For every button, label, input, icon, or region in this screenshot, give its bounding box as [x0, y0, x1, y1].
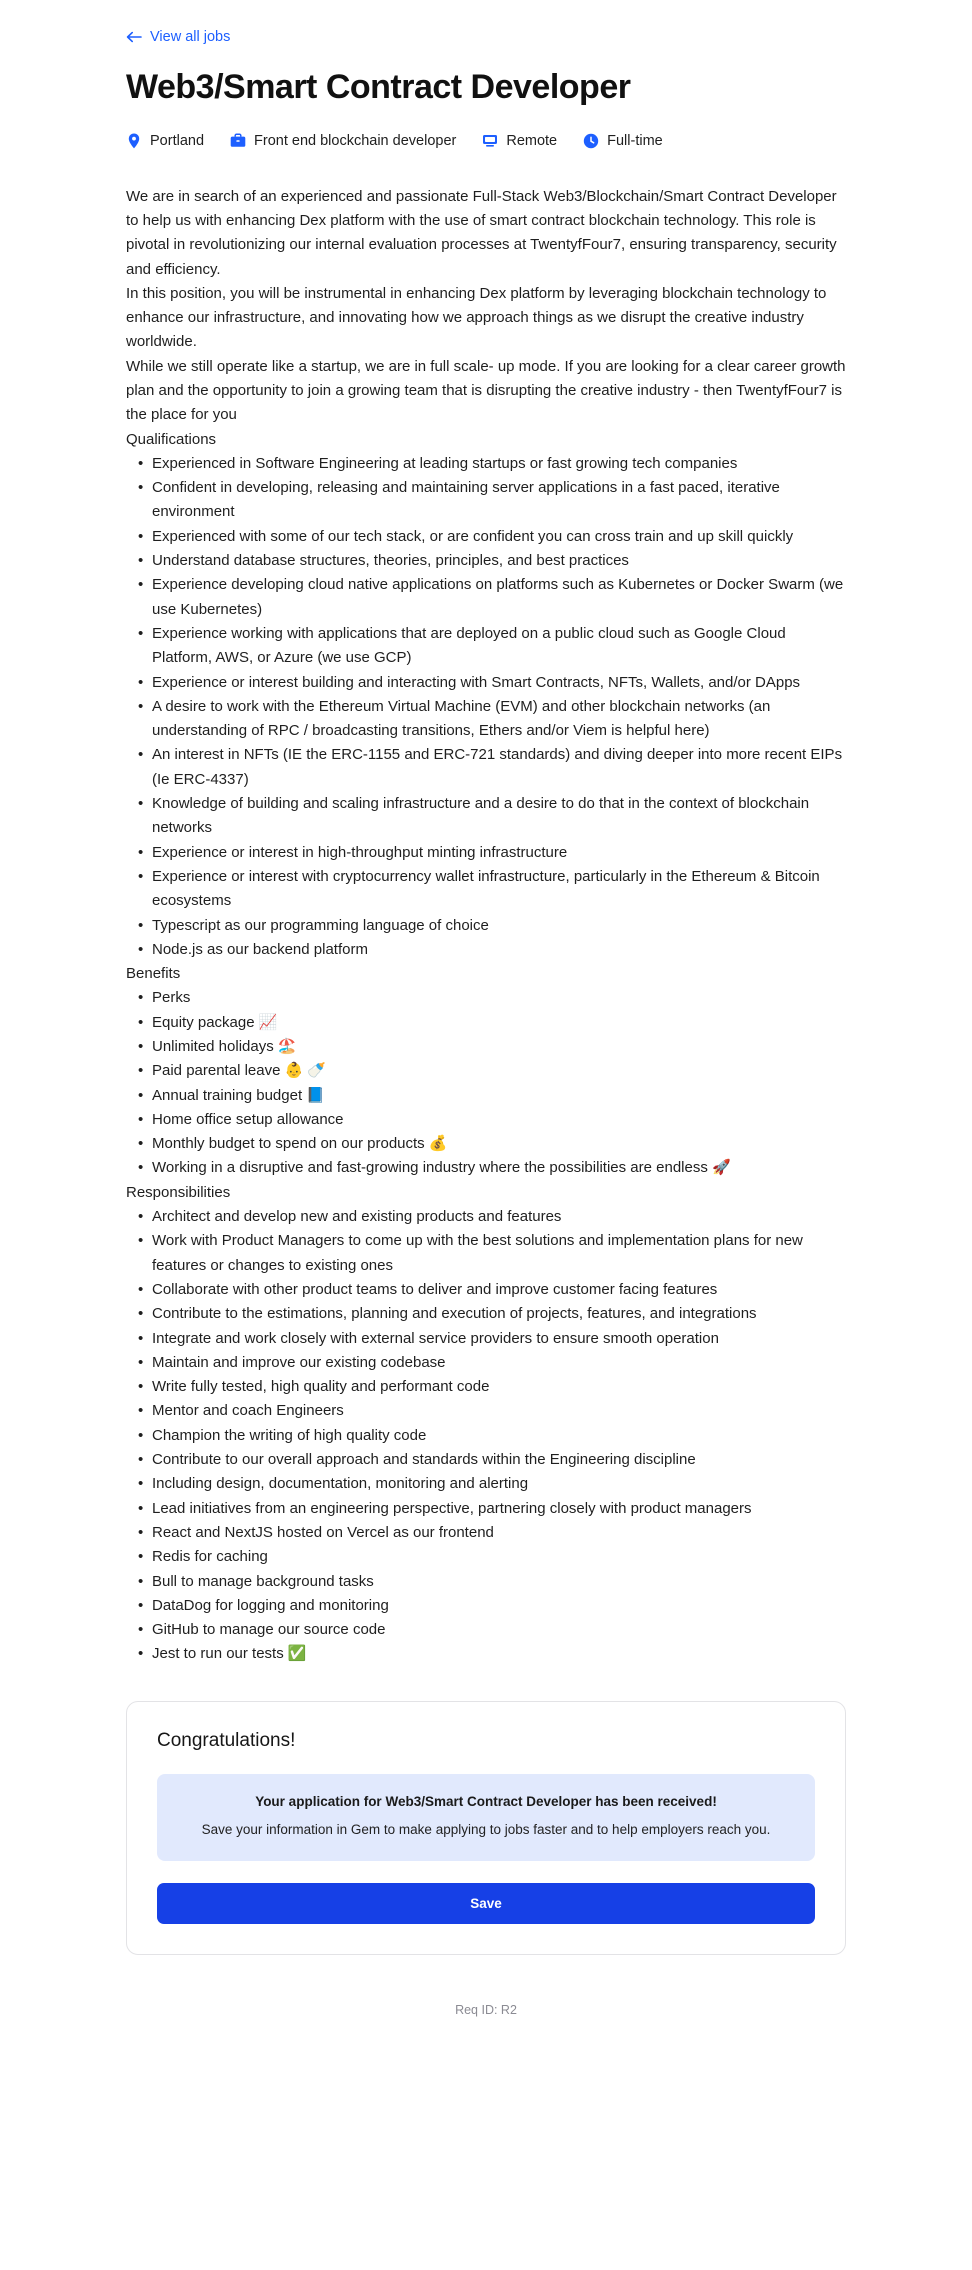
- list-item: • Maintain and improve our existing codebase: [126, 1351, 846, 1375]
- list-item: • Champion the writing of high quality code: [126, 1424, 846, 1448]
- list-item: • Lead initiatives from an engineering perspective, partnering closely with product managers: [126, 1497, 846, 1521]
- list-item: • Annual training budget 📘: [126, 1084, 846, 1108]
- list-item: • Node.js as our backend platform: [126, 938, 846, 962]
- save-button[interactable]: Save: [157, 1883, 815, 1924]
- qualifications-list: [126, 452, 846, 962]
- view-all-jobs-link[interactable]: [126, 30, 230, 45]
- remote-work-icon: [482, 133, 498, 149]
- job-meta-employment-type: [583, 133, 663, 149]
- job-meta-location-label: Portland: [150, 132, 205, 149]
- list-item: • Understand database structures, theories, principles, and best practices: [126, 549, 846, 573]
- list-item: • Equity package 📈: [126, 1011, 846, 1035]
- list-item: • Experienced in Software Engineering at leading startups or fast growing tech companies: [126, 452, 846, 476]
- list-item: • Paid parental leave 👶 🍼: [126, 1059, 846, 1083]
- confirmation-notice: [157, 1774, 815, 1861]
- page-title: Web3/Smart Contract Developer: [126, 67, 631, 106]
- confirmation-notice-strong: Your application for Web3/Smart Contract Developer has been received!: [255, 1793, 717, 1809]
- list-item: • Collaborate with other product teams to deliver and improve customer facing features: [126, 1278, 846, 1302]
- list-item: • Working in a disruptive and fast-growing industry where the possibilities are endless 🚀: [126, 1156, 846, 1180]
- list-item: • Contribute to the estimations, planning and execution of projects, features, and integrations: [126, 1302, 846, 1326]
- section-heading-benefits: Benefits: [126, 965, 181, 983]
- list-item: • Experienced with some of our tech stack, or are confident you can cross train and up skill quickly: [126, 525, 846, 549]
- view-all-jobs-label: View all jobs: [150, 29, 231, 45]
- location-pin-icon: [126, 133, 142, 149]
- arrow-left-icon: [126, 30, 142, 44]
- list-item: • Contribute to our overall approach and standards within the Engineering discipline: [126, 1448, 846, 1472]
- list-item: • Knowledge of building and scaling infrastructure and a desire to do that in the context of blockchain networks: [126, 792, 846, 841]
- job-meta-remote: [482, 133, 557, 149]
- list-item: • Experience working with applications that are deployed on a public cloud such as Google Cloud Platform, AWS, or Azure (we use GCP): [126, 622, 846, 671]
- list-item: • Mentor and coach Engineers: [126, 1399, 846, 1423]
- list-item: • Home office setup allowance: [126, 1108, 846, 1132]
- list-item: • Experience developing cloud native applications on platforms such as Kubernetes or Docker Swarm (we use Kubernetes): [126, 573, 846, 622]
- list-item: • React and NextJS hosted on Vercel as our frontend: [126, 1521, 846, 1545]
- job-meta-employment-type-label: Full-time: [607, 132, 663, 149]
- description-paragraph: In this position, you will be instrumental in enhancing Dex platform by leveraging blockchain technology to enhance our infrastructure, and innovating how we approach things as we disrupt the creative industry worldwide.: [126, 284, 827, 351]
- job-meta-role: [230, 133, 456, 149]
- job-meta-location: [126, 133, 204, 149]
- list-item: • Experience or interest with cryptocurrency wallet infrastructure, particularly in the Ethereum & Bitcoin ecosystems: [126, 865, 846, 914]
- list-item: • A desire to work with the Ethereum Virtual Machine (EVM) and other blockchain networks (an understanding of RPC / broadcasting transitions, Ethers and/or Viem is helpful here): [126, 695, 846, 744]
- application-confirmation-card: [126, 1701, 846, 1955]
- list-item: • DataDog for logging and monitoring: [126, 1594, 846, 1618]
- list-item: • Integrate and work closely with external service providers to ensure smooth operation: [126, 1327, 846, 1351]
- confirmation-title: Congratulations!: [157, 1729, 296, 1751]
- confirmation-notice-sub: Save your information in Gem to make applying to jobs faster and to help employers reach you.: [201, 1821, 771, 1837]
- list-item: • Experience or interest building and interacting with Smart Contracts, NFTs, Wallets, and/or DApps: [126, 671, 846, 695]
- responsibilities-list: [126, 1205, 846, 1667]
- list-item: • GitHub to manage our source code: [126, 1618, 846, 1642]
- job-meta-remote-label: Remote: [506, 132, 558, 149]
- briefcase-icon: [230, 133, 246, 149]
- list-item: • Work with Product Managers to come up with the best solutions and implementation plans for new features or changes to existing ones: [126, 1229, 846, 1278]
- list-item: • Typescript as our programming language of choice: [126, 914, 846, 938]
- job-meta-role-label: Front end blockchain developer: [254, 132, 457, 149]
- job-description: [126, 185, 846, 1667]
- list-item: • Confident in developing, releasing and maintaining server applications in a fast paced, iterative environment: [126, 476, 846, 525]
- clock-icon: [583, 133, 599, 149]
- list-item: • Perks: [126, 986, 846, 1010]
- benefits-list: [126, 986, 846, 1180]
- list-item: • Write fully tested, high quality and performant code: [126, 1375, 846, 1399]
- job-meta-row: [126, 133, 846, 149]
- list-item: • Bull to manage background tasks: [126, 1570, 846, 1594]
- list-item: • An interest in NFTs (IE the ERC-1155 and ERC-721 standards) and diving deeper into more recent EIPs (Ie ERC-4337): [126, 743, 846, 792]
- req-id-label: Req ID: R2: [455, 2002, 517, 2017]
- list-item: • Redis for caching: [126, 1545, 846, 1569]
- list-item: • Experience or interest in high-throughput minting infrastructure: [126, 841, 846, 865]
- list-item: • Including design, documentation, monitoring and alerting: [126, 1472, 846, 1496]
- list-item: • Architect and develop new and existing products and features: [126, 1205, 846, 1229]
- list-item: • Jest to run our tests ✅: [126, 1642, 846, 1666]
- list-item: • Unlimited holidays 🏖️: [126, 1035, 846, 1059]
- section-heading-qualifications: Qualifications: [126, 430, 217, 448]
- section-heading-responsibilities: Responsibilities: [126, 1183, 231, 1201]
- content-container: [126, 0, 846, 2043]
- list-item: • Monthly budget to spend on our products 💰: [126, 1132, 846, 1156]
- description-paragraph: We are in search of an experienced and passionate Full-Stack Web3/Blockchain/Smart Contract Developer to help us with enhancing Dex platform with the use of smart contract blockchain technology. This role is pivotal in revolutionizing our internal evaluation processes at TwentyfFour7, ensuring transparency, security and efficiency.: [126, 187, 837, 278]
- description-paragraph: While we still operate like a startup, we are in full scale- up mode. If you are looking for a clear career growth plan and the opportunity to join a growing team that is disrupting the creative industry - then TwentyfFour7 is the place for you: [126, 357, 846, 424]
